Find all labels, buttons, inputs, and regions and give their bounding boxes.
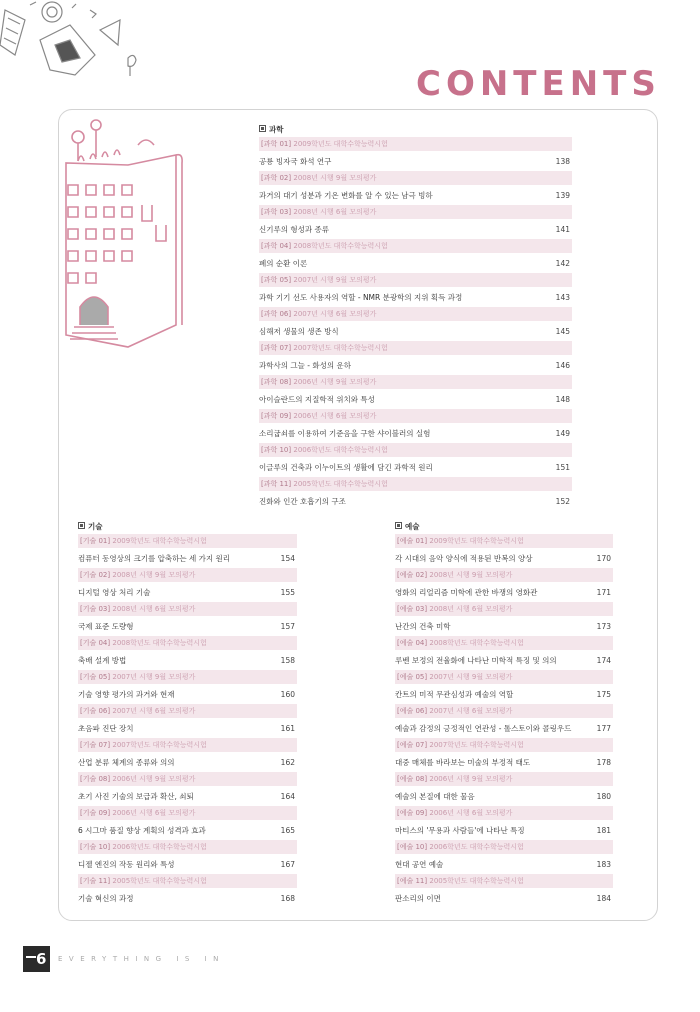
entry-title: 소리굽쇠를 이용하여 기준음을 구한 샤이블러의 실험 <box>259 428 431 438</box>
entry-title: 디젤 엔진의 작동 원리와 특성 <box>78 859 175 869</box>
entry-title-row <box>395 888 613 908</box>
entry-code: [과학 03] <box>261 208 292 216</box>
toc-entry <box>259 205 572 239</box>
entry-title: 공룡 빙자국 화석 연구 <box>259 156 332 166</box>
entry-source-tag <box>78 568 297 582</box>
science-section <box>259 123 572 511</box>
entry-title-row <box>259 389 572 409</box>
entry-source-tag <box>259 171 572 185</box>
square-bullet-icon <box>259 125 266 132</box>
entry-source: 2006년 시행 9월 모의평가 <box>429 775 513 783</box>
entry-source-tag <box>259 239 572 253</box>
entry-title-row <box>395 616 613 636</box>
entry-source: 2007학년도 대학수학능력시험 <box>293 344 388 352</box>
entry-source-tag <box>259 477 572 491</box>
entry-source-tag <box>395 772 613 786</box>
entry-source: 2008년 시행 9월 모의평가 <box>112 571 196 579</box>
entry-title: 마티스의 '무용과 사람들'에 나타난 특징 <box>395 825 525 835</box>
entry-page-number: 158 <box>280 655 295 665</box>
entry-page-number: 157 <box>280 621 295 631</box>
toc-entry <box>259 171 572 205</box>
toc-entry <box>395 840 613 874</box>
entry-source-tag <box>395 568 613 582</box>
toc-entry <box>395 534 613 568</box>
entry-title-row <box>395 752 613 772</box>
toc-entry <box>395 602 613 636</box>
entry-page-number: 162 <box>280 757 295 767</box>
entry-page-number: 165 <box>280 825 295 835</box>
technology-section <box>78 520 297 908</box>
entry-code: [과학 09] <box>261 412 292 420</box>
toc-entry <box>259 409 572 443</box>
square-bullet-icon <box>78 522 85 529</box>
toc-entry <box>78 670 297 704</box>
entry-page-number: 180 <box>596 791 611 801</box>
entry-title-row <box>78 752 297 772</box>
entry-page-number: 168 <box>280 893 295 903</box>
entry-code: [과학 04] <box>261 242 292 250</box>
entry-title-row <box>259 491 572 511</box>
entry-source: 2008학년도 대학수학능력시험 <box>429 639 524 647</box>
entry-title: 대중 매체를 바라보는 미술의 부정적 태도 <box>395 757 531 767</box>
entry-source-tag <box>395 738 613 752</box>
entry-title-row <box>78 820 297 840</box>
entry-page-number: 145 <box>555 326 570 336</box>
entry-title: 영화의 리얼리즘 미학에 관한 바쟁의 영화관 <box>395 587 538 597</box>
entry-source-tag <box>78 874 297 888</box>
entry-title-row <box>259 253 572 273</box>
entry-source-tag <box>259 443 572 457</box>
entry-code: [과학 02] <box>261 174 292 182</box>
entry-title: 신기루의 형성과 종류 <box>259 224 329 234</box>
entry-source: 2006년 시행 6월 모의평가 <box>293 412 377 420</box>
entry-code: [예술 04] <box>397 639 428 647</box>
toc-entry <box>259 375 572 409</box>
entry-code: [기술 03] <box>80 605 111 613</box>
entry-title: 예술과 감정의 긍정적인 연관성 - 톨스토이와 콜링우드 <box>395 723 572 733</box>
entry-title-row <box>78 650 297 670</box>
entry-code: [예술 02] <box>397 571 428 579</box>
entry-source: 2008년 시행 6월 모의평가 <box>429 605 513 613</box>
entry-page-number: 164 <box>280 791 295 801</box>
entry-source-tag <box>259 307 572 321</box>
entry-page-number: 174 <box>596 655 611 665</box>
toc-entry <box>395 568 613 602</box>
entry-code: [예술 08] <box>397 775 428 783</box>
entry-code: [기술 09] <box>80 809 111 817</box>
entry-source-tag <box>78 840 297 854</box>
entry-source-tag <box>259 273 572 287</box>
entry-code: [예술 09] <box>397 809 428 817</box>
section-title-arts: 예술 <box>395 520 613 534</box>
entry-code: [기술 02] <box>80 571 111 579</box>
entry-title: 초기 사진 기술의 보급과 확산, 쇠퇴 <box>78 791 194 801</box>
entry-title-row <box>78 616 297 636</box>
entry-title-row <box>395 718 613 738</box>
entry-page-number: 142 <box>555 258 570 268</box>
entry-title-row <box>395 786 613 806</box>
entry-title-row <box>259 423 572 443</box>
entry-page-number: 175 <box>596 689 611 699</box>
entry-title: 아이슬란드의 지질학적 위치와 특성 <box>259 394 375 404</box>
entry-title: 산업 분류 체계의 종류와 의의 <box>78 757 175 767</box>
entry-page-number: 139 <box>555 190 570 200</box>
entry-source: 2005학년도 대학수학능력시험 <box>293 480 388 488</box>
entry-source-tag <box>78 636 297 650</box>
entry-title: 진화와 인간 호흡기의 구조 <box>259 496 346 506</box>
entry-title: 축배 설계 방법 <box>78 655 127 665</box>
entry-code: [기술 05] <box>80 673 111 681</box>
toc-entry <box>78 636 297 670</box>
entry-source-tag <box>395 806 613 820</box>
entry-page-number: 161 <box>280 723 295 733</box>
entry-code: [예술 06] <box>397 707 428 715</box>
toc-entry <box>78 840 297 874</box>
entry-title-row <box>395 854 613 874</box>
toc-entry <box>78 568 297 602</box>
entry-page-number: 146 <box>555 360 570 370</box>
entry-title: 디지털 영상 처리 기술 <box>78 587 151 597</box>
entry-title: 이글루의 건축과 이누이트의 생활에 담긴 과학적 원리 <box>259 462 433 472</box>
entry-source-tag <box>395 534 613 548</box>
entry-title: 과학 기기 선도 사용자의 역할 - NMR 분광학의 지위 획득 과정 <box>259 292 463 302</box>
toc-entry <box>259 477 572 511</box>
entry-source: 2006학년도 대학수학능력시험 <box>429 843 524 851</box>
entry-source-tag <box>259 375 572 389</box>
entry-title-row <box>259 321 572 341</box>
entry-code: [기술 07] <box>80 741 111 749</box>
toc-entry <box>78 874 297 908</box>
entry-title: 심해저 생물의 생존 방식 <box>259 326 339 336</box>
entry-title: 국제 표준 도량형 <box>78 621 134 631</box>
square-bullet-icon <box>395 522 402 529</box>
entry-code: [예술 03] <box>397 605 428 613</box>
page-number: 6 <box>36 950 47 968</box>
entry-source: 2005학년도 대학수학능력시험 <box>429 877 524 885</box>
entry-title-row <box>259 457 572 477</box>
entry-source: 2008년 시행 9월 모의평가 <box>293 174 377 182</box>
entry-source: 2006년 시행 6월 모의평가 <box>429 809 513 817</box>
toc-entry <box>259 443 572 477</box>
entry-code: [기술 06] <box>80 707 111 715</box>
entry-page-number: 171 <box>596 587 611 597</box>
entry-source: 2006학년도 대학수학능력시험 <box>112 843 207 851</box>
entry-title: 폐의 순환 이론 <box>259 258 308 268</box>
entry-code: [예술 01] <box>397 537 428 545</box>
entry-source: 2007학년도 대학수학능력시험 <box>429 741 524 749</box>
toc-entry <box>78 772 297 806</box>
entry-title: 과거의 대기 성분과 기온 변화를 알 수 있는 남극 빙하 <box>259 190 433 200</box>
toc-entry <box>395 670 613 704</box>
entry-page-number: 141 <box>555 224 570 234</box>
entry-source-tag <box>78 534 297 548</box>
entry-source: 2008년 시행 9월 모의평가 <box>429 571 513 579</box>
entry-source: 2007년 시행 6월 모의평가 <box>429 707 513 715</box>
toc-entry <box>395 772 613 806</box>
entry-page-number: 181 <box>596 825 611 835</box>
building-illustration <box>58 115 228 365</box>
entry-source: 2007년 시행 9월 모의평가 <box>429 673 513 681</box>
entry-source-tag <box>395 874 613 888</box>
toc-entry <box>395 738 613 772</box>
section-title-technology: 기술 <box>78 520 297 534</box>
entry-source: 2009학년도 대학수학능력시험 <box>112 537 207 545</box>
arts-section <box>395 520 613 908</box>
toc-entry <box>78 806 297 840</box>
entry-source-tag <box>259 137 572 151</box>
entry-title: 각 시대의 음악 양식에 적용된 반복의 양상 <box>395 553 533 563</box>
entry-page-number: 178 <box>596 757 611 767</box>
entry-code: [기술 11] <box>80 877 111 885</box>
entry-title: 현대 공연 예술 <box>395 859 444 869</box>
entry-source-tag <box>259 409 572 423</box>
entry-code: [기술 04] <box>80 639 111 647</box>
entry-code: [예술 07] <box>397 741 428 749</box>
entry-title-row <box>259 287 572 307</box>
entry-title-row <box>78 718 297 738</box>
entry-code: [기술 10] <box>80 843 111 851</box>
entry-source: 2007학년도 대학수학능력시험 <box>112 741 207 749</box>
toc-entry <box>78 738 297 772</box>
entry-page-number: 154 <box>280 553 295 563</box>
entry-source-tag <box>259 341 572 355</box>
entry-page-number: 184 <box>596 893 611 903</box>
entry-source: 2006년 시행 6월 모의평가 <box>112 809 196 817</box>
entry-title: 판소리의 이면 <box>395 893 441 903</box>
entry-page-number: 160 <box>280 689 295 699</box>
entry-title-row <box>395 684 613 704</box>
entry-source-tag <box>395 636 613 650</box>
entry-code: [과학 01] <box>261 140 292 148</box>
entry-page-number: 170 <box>596 553 611 563</box>
toc-entry <box>78 602 297 636</box>
entry-title: 기술 혁신의 과정 <box>78 893 134 903</box>
entry-page-number: 143 <box>555 292 570 302</box>
entry-page-number: 173 <box>596 621 611 631</box>
entry-source: 2007년 시행 6월 모의평가 <box>112 707 196 715</box>
entry-source-tag <box>395 602 613 616</box>
entry-source-tag <box>395 670 613 684</box>
entry-source-tag <box>395 704 613 718</box>
entry-code: [과학 05] <box>261 276 292 284</box>
entry-source-tag <box>395 840 613 854</box>
entry-code: [과학 06] <box>261 310 292 318</box>
toc-entry <box>395 874 613 908</box>
entry-page-number: 167 <box>280 859 295 869</box>
entry-source: 2005학년도 대학수학능력시험 <box>112 877 207 885</box>
section-title-science: 과학 <box>259 123 572 137</box>
entry-code: [예술 10] <box>397 843 428 851</box>
toc-entry <box>259 239 572 273</box>
entry-title-row <box>395 582 613 602</box>
toc-entry <box>259 307 572 341</box>
toc-entry <box>259 273 572 307</box>
entry-page-number: 148 <box>555 394 570 404</box>
entry-source: 2007년 시행 9월 모의평가 <box>293 276 377 284</box>
entry-source: 2007년 시행 6월 모의평가 <box>293 310 377 318</box>
entry-title-row <box>395 650 613 670</box>
entry-title-row <box>395 820 613 840</box>
entry-title-row <box>259 355 572 375</box>
entry-code: [기술 08] <box>80 775 111 783</box>
entry-page-number: 152 <box>555 496 570 506</box>
entry-code: [과학 08] <box>261 378 292 386</box>
entry-page-number: 151 <box>555 462 570 472</box>
entry-source-tag <box>78 704 297 718</box>
entry-title-row <box>78 684 297 704</box>
entry-page-number: 177 <box>596 723 611 733</box>
entry-page-number: 155 <box>280 587 295 597</box>
entry-title-row <box>259 151 572 171</box>
entry-title: 예술의 본질에 대한 물음 <box>395 791 475 801</box>
entry-title-row <box>78 548 297 568</box>
entry-page-number: 183 <box>596 859 611 869</box>
entry-code: [과학 11] <box>261 480 292 488</box>
toc-entry <box>395 704 613 738</box>
footer-tagline: EVERYTHING IS IN <box>58 955 225 963</box>
entry-title-row <box>395 548 613 568</box>
entry-title-row <box>78 888 297 908</box>
toc-entry <box>395 806 613 840</box>
entry-source: 2008년 시행 6월 모의평가 <box>293 208 377 216</box>
entry-page-number: 138 <box>555 156 570 166</box>
toc-entry <box>78 534 297 568</box>
entry-title-row <box>78 786 297 806</box>
entry-title: 초음파 진단 장치 <box>78 723 134 733</box>
entry-source: 2009학년도 대학수학능력시험 <box>293 140 388 148</box>
toc-entry <box>395 636 613 670</box>
entry-title-row <box>259 219 572 239</box>
entry-title: 컴퓨터 동영상의 크기를 압축하는 세 가지 원리 <box>78 553 230 563</box>
entry-source: 2008년 시행 6월 모의평가 <box>112 605 196 613</box>
toc-entry <box>259 137 572 171</box>
entry-source-tag <box>78 772 297 786</box>
entry-code: [예술 05] <box>397 673 428 681</box>
entry-title: 과학사의 그늘 - 화성의 운하 <box>259 360 351 370</box>
entry-source-tag <box>78 806 297 820</box>
entry-code: [과학 07] <box>261 344 292 352</box>
entry-title: 기술 영향 평가의 과거와 현재 <box>78 689 175 699</box>
contents-heading: CONTENTS <box>416 64 661 104</box>
entry-source: 2006학년도 대학수학능력시험 <box>293 446 388 454</box>
entry-title: 6 시그마 품질 향상 계획의 성격과 효과 <box>78 825 206 835</box>
entry-source: 2008학년도 대학수학능력시험 <box>293 242 388 250</box>
entry-title-row <box>259 185 572 205</box>
entry-code: [기술 01] <box>80 537 111 545</box>
entry-source: 2006년 시행 9월 모의평가 <box>293 378 377 386</box>
entry-source-tag <box>78 738 297 752</box>
entry-source: 2008학년도 대학수학능력시험 <box>112 639 207 647</box>
entry-title-row <box>78 854 297 874</box>
entry-source: 2009학년도 대학수학능력시험 <box>429 537 524 545</box>
toc-entry <box>78 704 297 738</box>
entry-code: [과학 10] <box>261 446 292 454</box>
entry-source-tag <box>78 670 297 684</box>
entry-title: 칸트의 미적 무관심성과 예술의 역할 <box>395 689 514 699</box>
entry-page-number: 149 <box>555 428 570 438</box>
entry-source: 2006년 시행 9월 모의평가 <box>112 775 196 783</box>
entry-source-tag <box>78 602 297 616</box>
entry-code: [예술 11] <box>397 877 428 885</box>
entry-title: 루벤 보정의 전율화에 나타난 미학적 특징 및 의의 <box>395 655 557 665</box>
entry-title: 난간의 건축 미학 <box>395 621 451 631</box>
decorative-doodle-illustration <box>0 0 150 90</box>
toc-entry <box>259 341 572 375</box>
entry-title-row <box>78 582 297 602</box>
entry-source: 2007년 시행 9월 모의평가 <box>112 673 196 681</box>
entry-source-tag <box>259 205 572 219</box>
